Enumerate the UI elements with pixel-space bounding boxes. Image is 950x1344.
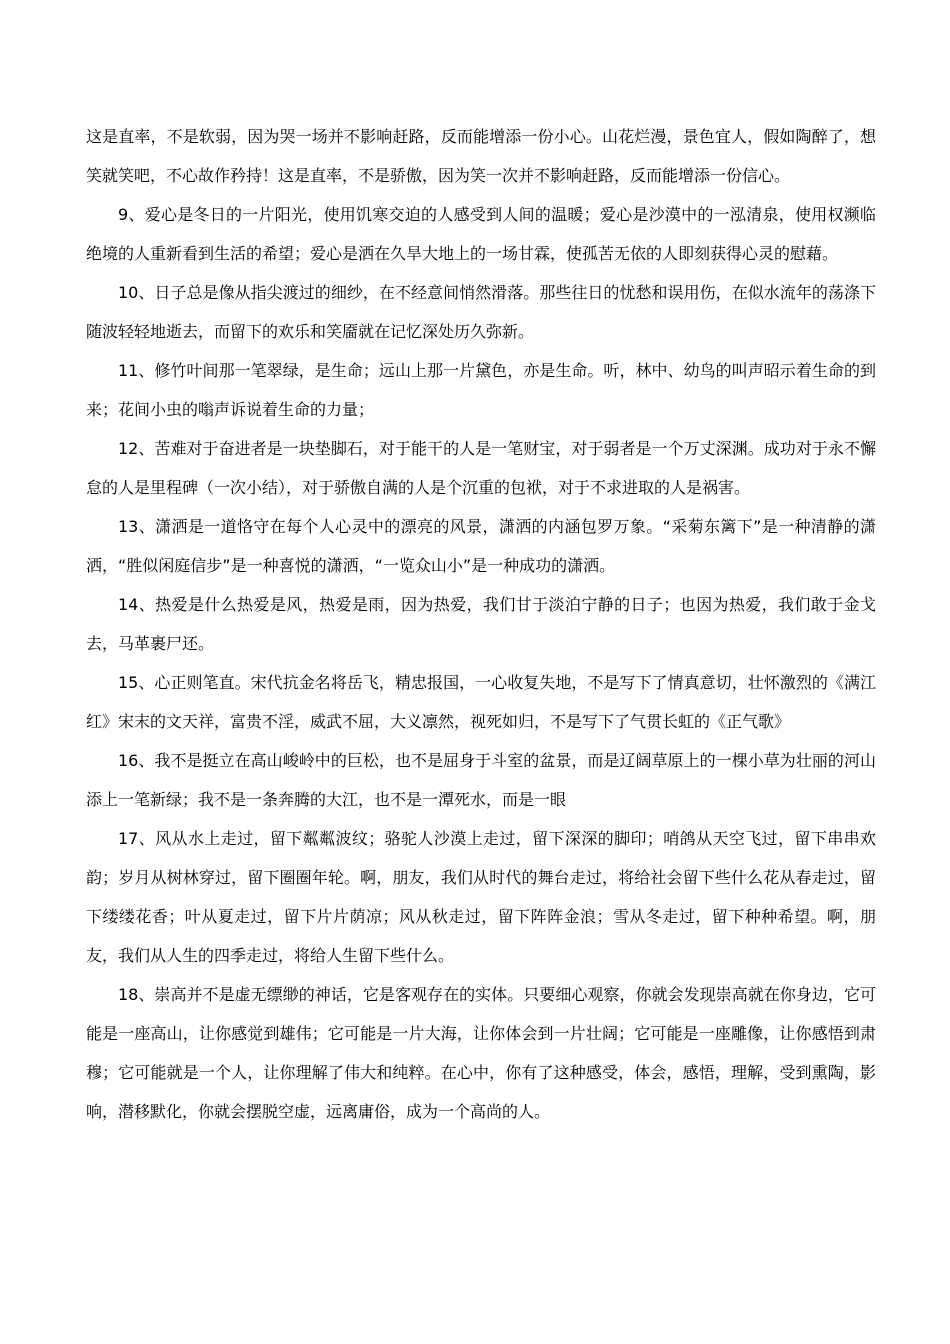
- paragraph-9: 9、爱心是冬日的一片阳光，使用饥寒交迫的人感受到人间的温暖；爱心是沙漠中的一泓清泉，使用权濒临绝境的人重新看到生活的希望；爱心是洒在久旱大地上的一场甘霖，使孤苦无依的人即刻获得心灵的慰藉。: [86, 205, 876, 263]
- paragraph-11: 11、修竹叶间那一笔翠绿，是生命；远山上那一片黛色，亦是生命。听，林中、幼鸟的叫声昭示着生命的到来；花间小虫的嗡声诉说着生命的力量；: [86, 361, 876, 419]
- paragraph-14: 14、热爱是什么热爱是风，热爱是雨，因为热爱，我们甘于淡泊宁静的日子；也因为热爱，我们敢于金戈去，马革裹尸还。: [86, 595, 876, 653]
- paragraph-15: 15、心正则笔直。宋代抗金名将岳飞，精忠报国，一心收复失地，不是写下了情真意切，壮怀激烈的《满江红》宋末的文天祥，富贵不淫，威武不屈，大义凛然，视死如归，不是写下了气贯长虹的《正气歌》: [86, 673, 876, 731]
- paragraph-13: 13、潇洒是一道恪守在每个人心灵中的漂亮的风景，潇洒的内涵包罗万象。“采菊东篱下”是一种清静的潇洒，“胜似闲庭信步”是一种喜悦的潇洒，“一览众山小”是一种成功的潇洒。: [86, 517, 876, 575]
- paragraph-intro: 这是直率，不是软弱，因为哭一场并不影响赶路，反而能增添一份小心。山花烂漫，景色宜人，假如陶醉了，想笑就笑吧，不心故作矜持！这是直率，不是骄傲，因为笑一次并不影响赶路，反而能增添一份信心。: [86, 127, 876, 185]
- paragraph-12: 12、苦难对于奋进者是一块垫脚石，对于能干的人是一笔财宝，对于弱者是一个万丈深渊。成功对于永不懈怠的人是里程碑（一次小结），对于骄傲自满的人是个沉重的包袱，对于不求进取的人是祸害。: [86, 439, 876, 497]
- paragraph-18: 18、崇高并不是虚无缥缈的神话，它是客观存在的实体。只要细心观察，你就会发现崇高就在你身边，它可能是一座高山，让你感觉到雄伟；它可能是一片大海，让你体会到一片壮阔；它可能是一座雕像，让你感悟到肃穆；它可能就是一个人，让你理解了伟大和纯粹。在心中，你有了这种感受，体会，感悟，理解，受到熏陶，影响，潜移默化，你就会摆脱空虚，远离庸俗，成为一个高尚的人。: [86, 985, 876, 1121]
- paragraph-16: 16、我不是挺立在高山峻岭中的巨松，也不是屈身于斗室的盆景，而是辽阔草原上的一棵小草为壮丽的河山添上一笔新绿；我不是一条奔腾的大江，也不是一潭死水，而是一眼: [86, 751, 876, 809]
- paragraph-17: 17、风从水上走过，留下粼粼波纹；骆驼人沙漠上走过，留下深深的脚印；哨鸽从天空飞过，留下串串欢韵；岁月从树林穿过，留下圈圈年轮。啊，朋友，我们从时代的舞台走过，将给社会留下些什么花从春走过，留下缕缕花香；叶从夏走过，留下片片荫凉；风从秋走过，留下阵阵金浪；雪从冬走过，留下种种希望。啊，朋友，我们从人生的四季走过，将给人生留下些什么。: [86, 829, 876, 965]
- paragraph-10: 10、日子总是像从指尖渡过的细纱，在不经意间悄然滑落。那些往日的忧愁和误用伤，在似水流年的荡涤下随波轻轻地逝去，而留下的欢乐和笑靥就在记忆深处历久弥新。: [86, 283, 876, 341]
- document-body: [86, 117, 876, 1131]
